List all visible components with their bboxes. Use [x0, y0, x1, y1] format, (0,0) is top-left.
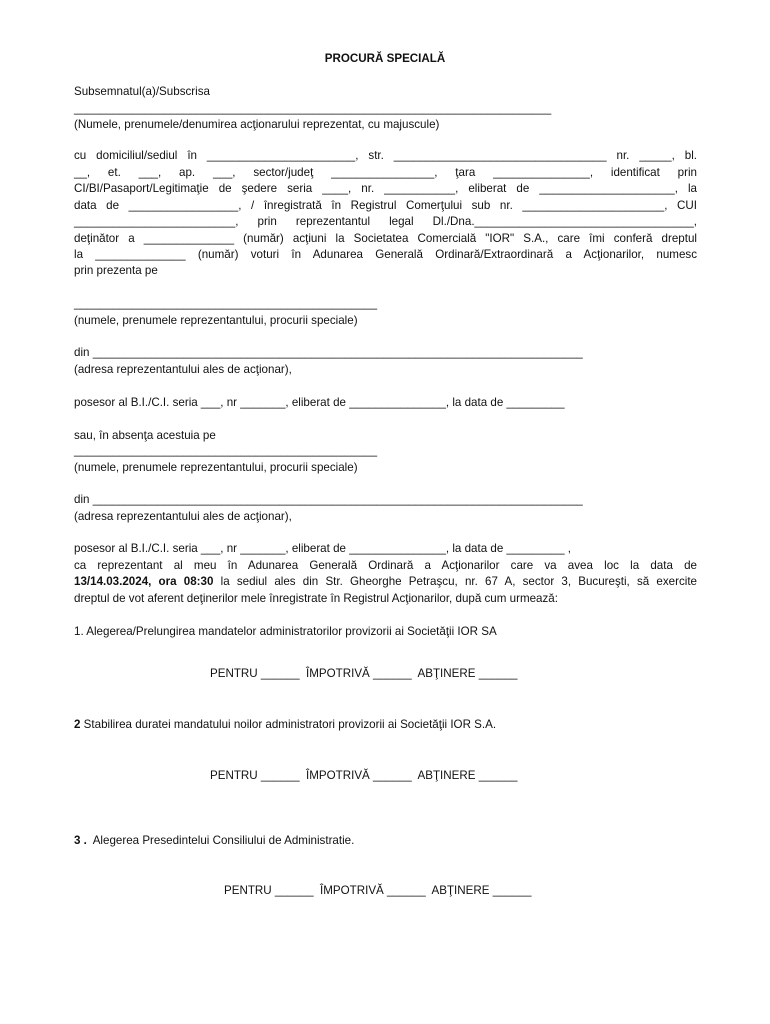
agenda-item-2-number: 2 [74, 718, 81, 731]
document-title: PROCURĂ SPECIALĂ [324, 52, 446, 65]
agenda-item-3-text: Alegerea Presedintelui Consiliului de Administratie. [86, 834, 355, 847]
alternate-name-caption: (numele, prenumele reprezentantului, procurii speciale) [74, 461, 358, 474]
representative-address-blank: din ____________________________________________________________________________ [74, 346, 583, 359]
agenda-item-2 [74, 717, 496, 733]
agenda-item-1 [74, 624, 497, 640]
meeting-date-line [74, 574, 697, 590]
meeting-venue: la sediul ales din Str. Gheorghe Petraşcu, nr. 67 A, sector 3, Bucureşti, să exercite [213, 575, 697, 588]
appoint-line: prin prezenta pe [74, 264, 158, 277]
agenda-item-3-number: 3 . [74, 834, 87, 847]
alternate-name-blank: _______________________________________________ [74, 444, 378, 457]
alternate-address-blank: din ____________________________________________________________________________ [74, 493, 583, 506]
agenda-item-1-number: 1. [74, 625, 84, 638]
address-line-1: cu domiciliul/sediul în _______________________, str. _________________________________ nr. _____, bl. [74, 149, 697, 162]
registration-line: data de _________________, / înregistrată în Registrul Comerţului sub nr. ______________________, CUI [74, 199, 697, 212]
alternate-address-caption: (adresa reprezentantului ales de acţionar), [74, 510, 292, 523]
alternate-label: sau, în absenţa acestuia pe [74, 429, 216, 442]
meeting-date: 13/14.03.2024, ora 08:30 [74, 575, 214, 588]
representative-address-caption: (adresa reprezentantului ales de acţionar), [74, 363, 292, 376]
shareholder-name-caption: (Numele, prenumele/denumirea acţionarului reprezentat, cu majuscule) [74, 118, 440, 131]
representative-name-blank: _______________________________________________ [74, 297, 378, 310]
shareholder-name-blank: __________________________________________________________________________ [74, 102, 552, 115]
legal-representative-line: _________________________, prin reprezentantul legal Dl./Dna.__________________________________, [74, 215, 697, 228]
votes-line: la ______________ (număr) voturi în Adunarea Generală Ordinară/Extraordinară a Acţionarilor, numesc [74, 248, 697, 261]
signatory-label: Subsemnatul(a)/Subscrisa [74, 85, 210, 98]
address-line-2: __, et. ___, ap. ___, sector/judeţ ________________, ţara _______________, identificat prin [74, 166, 697, 179]
shares-line: deţinător a ______________ (număr) acţiuni la Societatea Comercială "IOR" S.A., care îmi conferă dreptul [74, 232, 697, 245]
representative-id-line: posesor al B.I./C.I. seria ___, nr _______, eliberat de _______________, la data de _________ [74, 396, 565, 409]
alternate-id-line: posesor al B.I./C.I. seria ___, nr _______, eliberat de _______________, la data de _________ , [74, 542, 571, 555]
representative-name-caption: (numele, prenumele reprezentantului, procurii speciale) [74, 314, 358, 327]
vote-options-2[interactable]: PENTRU ______ ÎMPOTRIVĂ ______ ABŢINERE ______ [210, 769, 518, 782]
vote-options-3[interactable]: PENTRU ______ ÎMPOTRIVĂ ______ ABŢINERE ______ [224, 884, 532, 897]
meeting-line: ca reprezentant al meu în Adunarea Generală Ordinară a Acţionarilor care va avea loc la data de [74, 559, 697, 572]
agenda-item-1-text: Alegerea/Prelungirea mandatelor administratorilor provizorii ai Societăţii IOR SA [83, 625, 497, 638]
agenda-item-3 [74, 833, 354, 849]
vote-options-1[interactable]: PENTRU ______ ÎMPOTRIVĂ ______ ABŢINERE ______ [210, 667, 518, 680]
agenda-item-2-text: Stabilirea duratei mandatului noilor administratori provizorii ai Societăţii IOR S.A. [80, 718, 497, 731]
voting-intro-line: dreptul de vot aferent deţinerilor mele înregistrate în Registrul Acţionarilor, după cum urmează: [74, 592, 558, 605]
id-document-line: CI/BI/Pasaport/Legitimaţie de şedere seria ____, nr. ___________, eliberat de _____________________, la [74, 182, 697, 195]
